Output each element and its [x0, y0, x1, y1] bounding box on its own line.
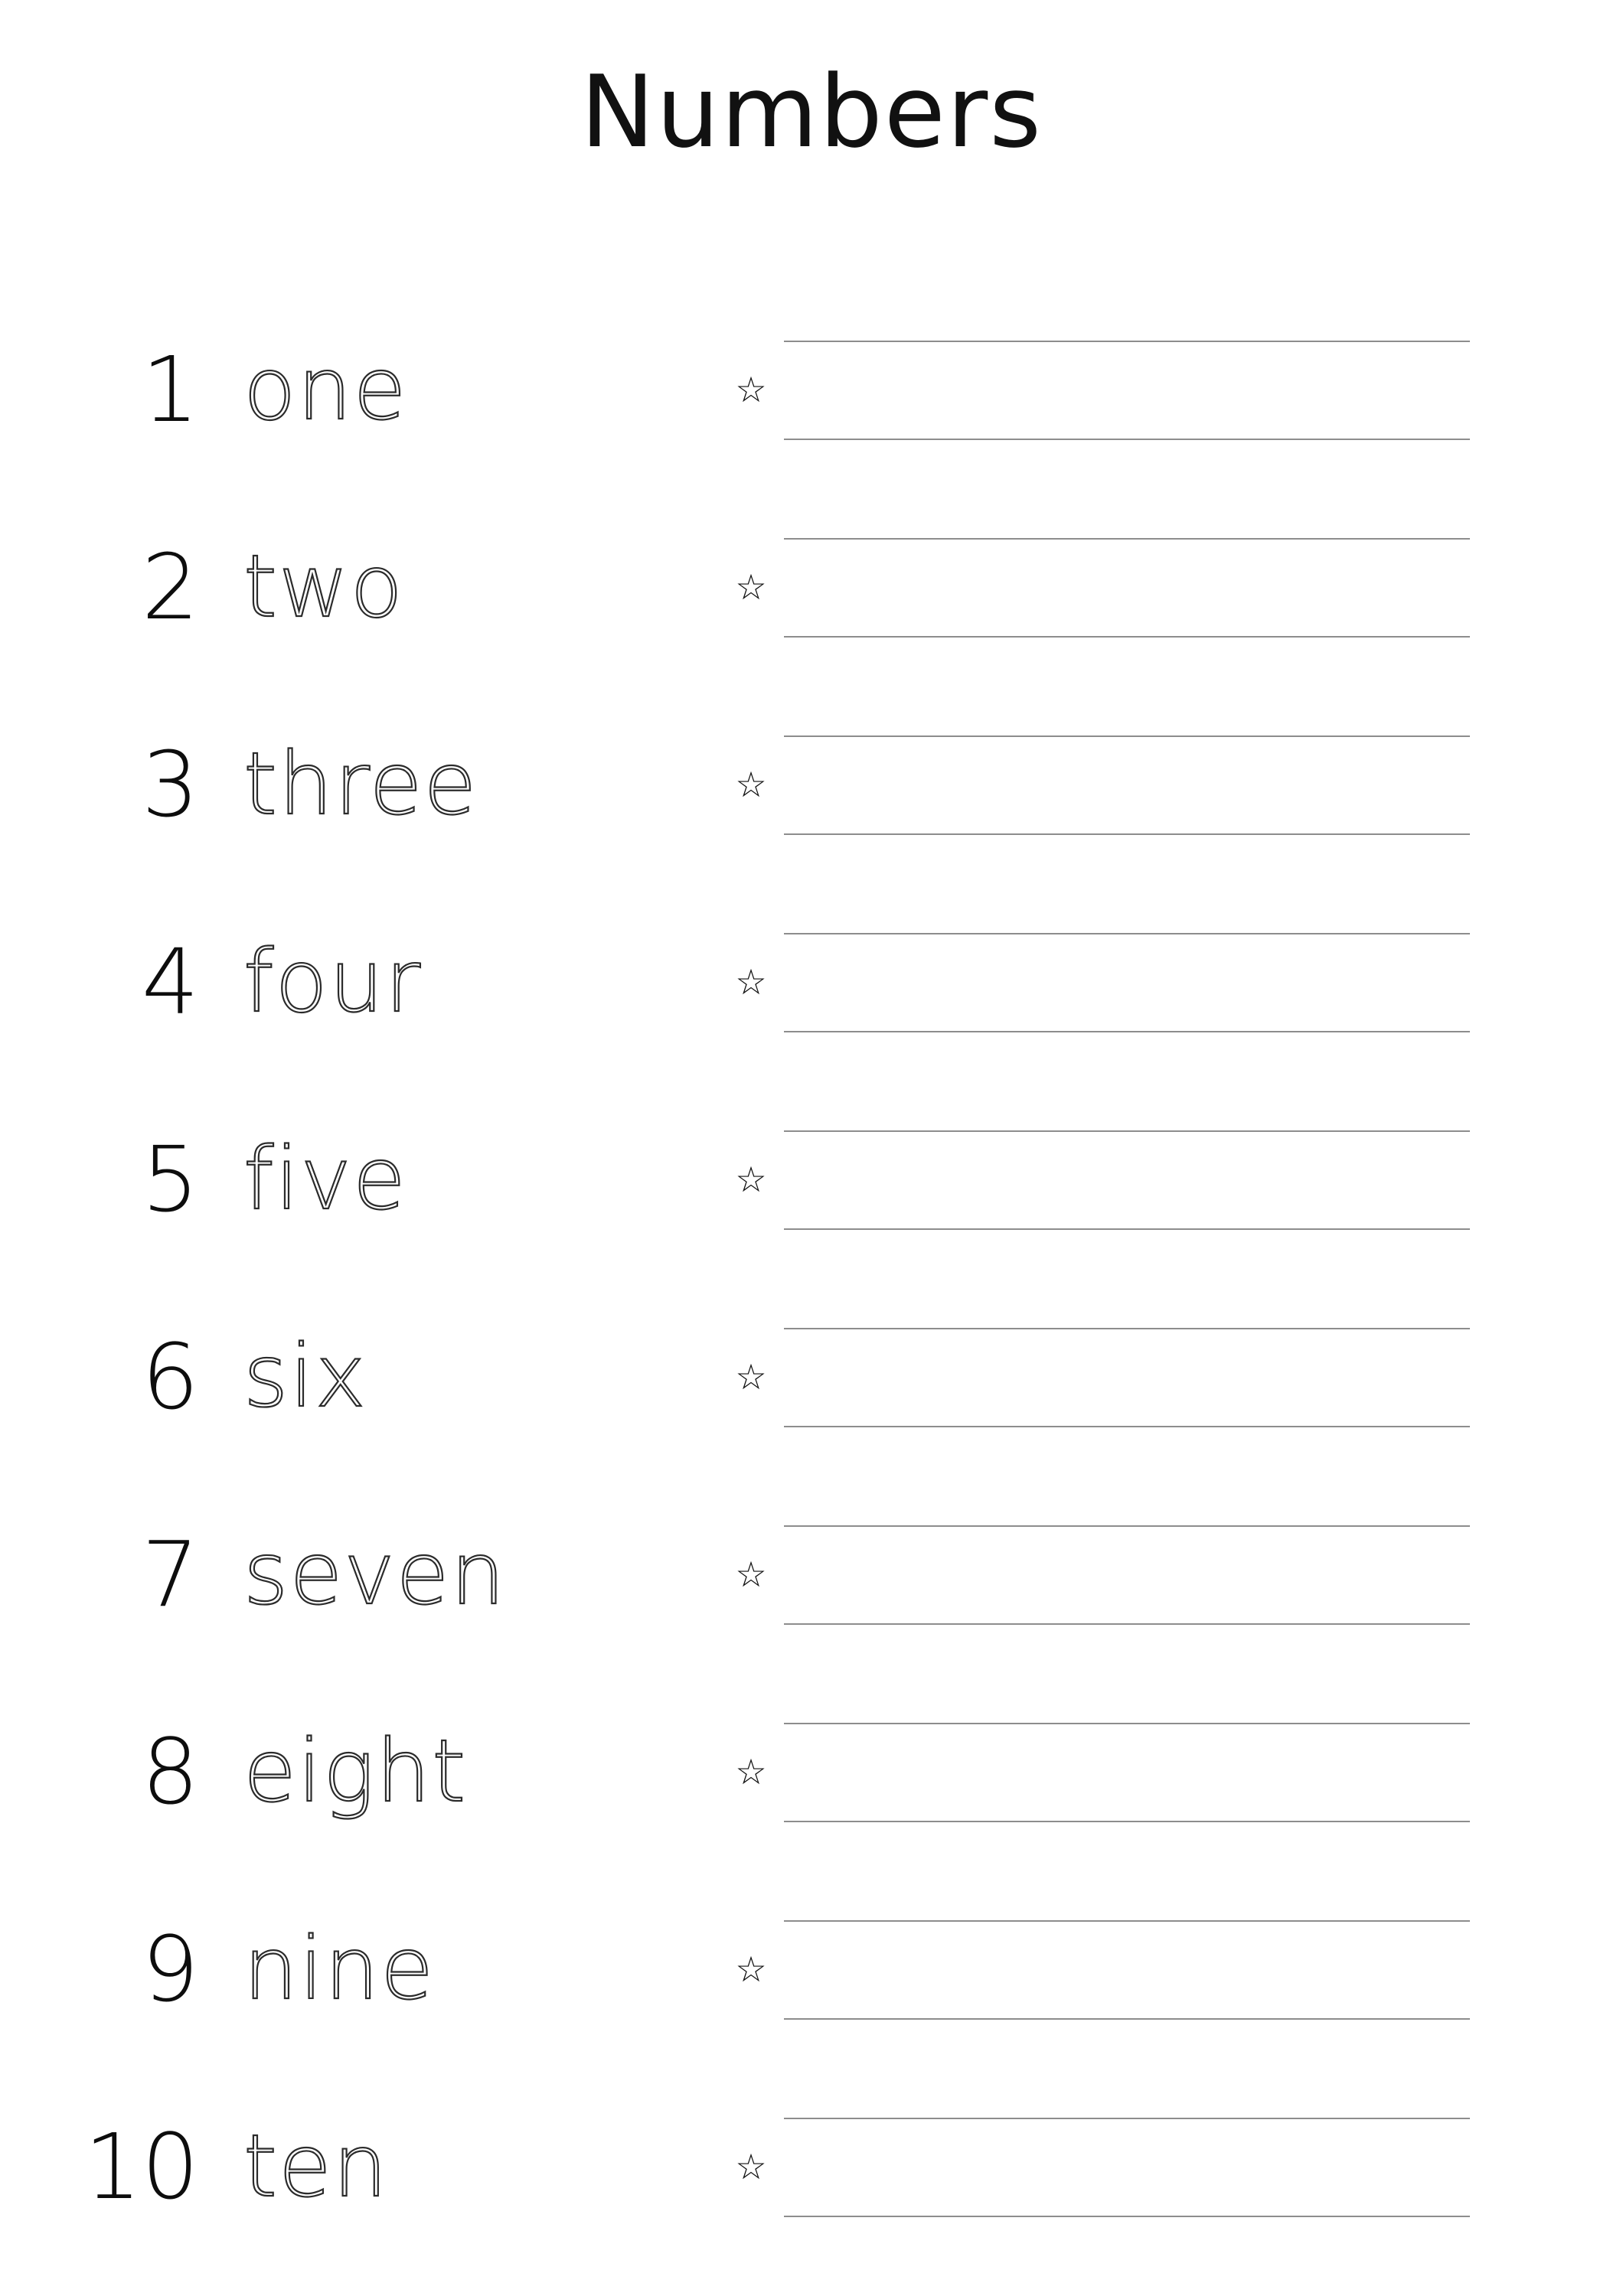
trace-word-text: six: [243, 1327, 367, 1427]
writing-lines: [784, 341, 1470, 439]
trace-word-text: five: [243, 1130, 407, 1229]
rule-line-bottom: [784, 636, 1470, 638]
trace-word-text: seven: [243, 1525, 507, 1624]
rule-line-top: [784, 933, 1470, 934]
writing-lines: [784, 1328, 1470, 1426]
star-icon: ☆: [735, 1159, 767, 1199]
numeral: 6: [141, 1324, 199, 1430]
rule-line-top: [784, 1130, 1470, 1132]
numeral: 2: [141, 534, 199, 640]
list-item: [0, 1476, 1623, 1673]
trace-word: [220, 1525, 718, 1624]
writing-lines: [784, 1130, 1470, 1228]
star-icon: ☆: [735, 370, 767, 409]
trace-word-text: ten: [243, 2117, 389, 2216]
list-item: [0, 488, 1623, 686]
rule-line-top: [784, 341, 1470, 342]
trace-word-text: eight: [243, 1722, 468, 1821]
numeral: 5: [141, 1127, 199, 1232]
trace-word: [220, 2117, 718, 2216]
star-icon: ☆: [735, 1554, 767, 1594]
writing-lines: [784, 1920, 1470, 2018]
list-item: [0, 291, 1623, 488]
trace-word: [220, 1919, 718, 2019]
numeral: 10: [83, 2114, 199, 2219]
trace-word-text: three: [243, 735, 478, 834]
rule-line-bottom: [784, 833, 1470, 835]
rule-line-bottom: [784, 1228, 1470, 1230]
writing-lines: [784, 538, 1470, 636]
trace-word: [220, 537, 718, 637]
star-icon: ☆: [735, 765, 767, 804]
trace-word: [220, 735, 718, 834]
numeral: 1: [141, 337, 199, 442]
practice-area[interactable]: [733, 510, 1470, 664]
trace-word-text: four: [243, 932, 422, 1032]
numeral: 7: [141, 1521, 199, 1627]
rule-line-bottom: [784, 1623, 1470, 1625]
practice-area[interactable]: [733, 1300, 1470, 1453]
practice-area[interactable]: [733, 1893, 1470, 2046]
list-item: [0, 686, 1623, 883]
trace-word: [220, 1327, 718, 1427]
rule-line-bottom: [784, 439, 1470, 440]
practice-area[interactable]: [733, 1103, 1470, 1256]
trace-word-text: nine: [243, 1919, 435, 2019]
practice-area[interactable]: [733, 2090, 1470, 2243]
rule-line-top: [784, 1525, 1470, 1527]
writing-lines: [784, 1525, 1470, 1623]
writing-lines: [784, 1723, 1470, 1821]
star-icon: ☆: [735, 1752, 767, 1792]
trace-word: [220, 932, 718, 1032]
star-icon: ☆: [735, 1357, 767, 1397]
rule-line-top: [784, 1723, 1470, 1724]
practice-area[interactable]: [733, 905, 1470, 1058]
rule-line-top: [784, 1328, 1470, 1329]
list-item: [0, 1081, 1623, 1278]
page-title: Numbers: [580, 54, 1043, 170]
rule-line-bottom: [784, 1821, 1470, 1822]
rule-line-top: [784, 735, 1470, 737]
numeral: 8: [141, 1719, 199, 1825]
writing-lines: [784, 735, 1470, 833]
numeral: 9: [141, 1916, 199, 2022]
star-icon: ☆: [735, 962, 767, 1002]
star-icon: ☆: [735, 567, 767, 607]
practice-area[interactable]: [733, 708, 1470, 861]
rule-line-top: [784, 538, 1470, 540]
rule-line-top: [784, 1920, 1470, 1922]
trace-word-text: one: [243, 340, 408, 439]
rule-line-top: [784, 2118, 1470, 2119]
list-item: [0, 2068, 1623, 2265]
rule-line-bottom: [784, 1426, 1470, 1427]
trace-word: [220, 1722, 718, 1821]
list-item: [0, 1870, 1623, 2068]
practice-area[interactable]: [733, 1695, 1470, 1848]
numbers-list: [0, 291, 1623, 2265]
list-item: [0, 1673, 1623, 1870]
numeral: 3: [141, 732, 199, 837]
star-icon: ☆: [735, 2147, 767, 2187]
numeral: 4: [141, 929, 199, 1035]
star-icon: ☆: [735, 1949, 767, 1989]
practice-area[interactable]: [733, 1498, 1470, 1651]
trace-word-text: two: [243, 537, 405, 637]
writing-lines: [784, 2118, 1470, 2216]
rule-line-bottom: [784, 2018, 1470, 2020]
rule-line-bottom: [784, 2216, 1470, 2217]
list-item: [0, 1278, 1623, 1476]
trace-word: [220, 340, 718, 439]
list-item: [0, 883, 1623, 1081]
trace-word: [220, 1130, 718, 1229]
rule-line-bottom: [784, 1031, 1470, 1032]
writing-lines: [784, 933, 1470, 1031]
practice-area[interactable]: [733, 313, 1470, 466]
